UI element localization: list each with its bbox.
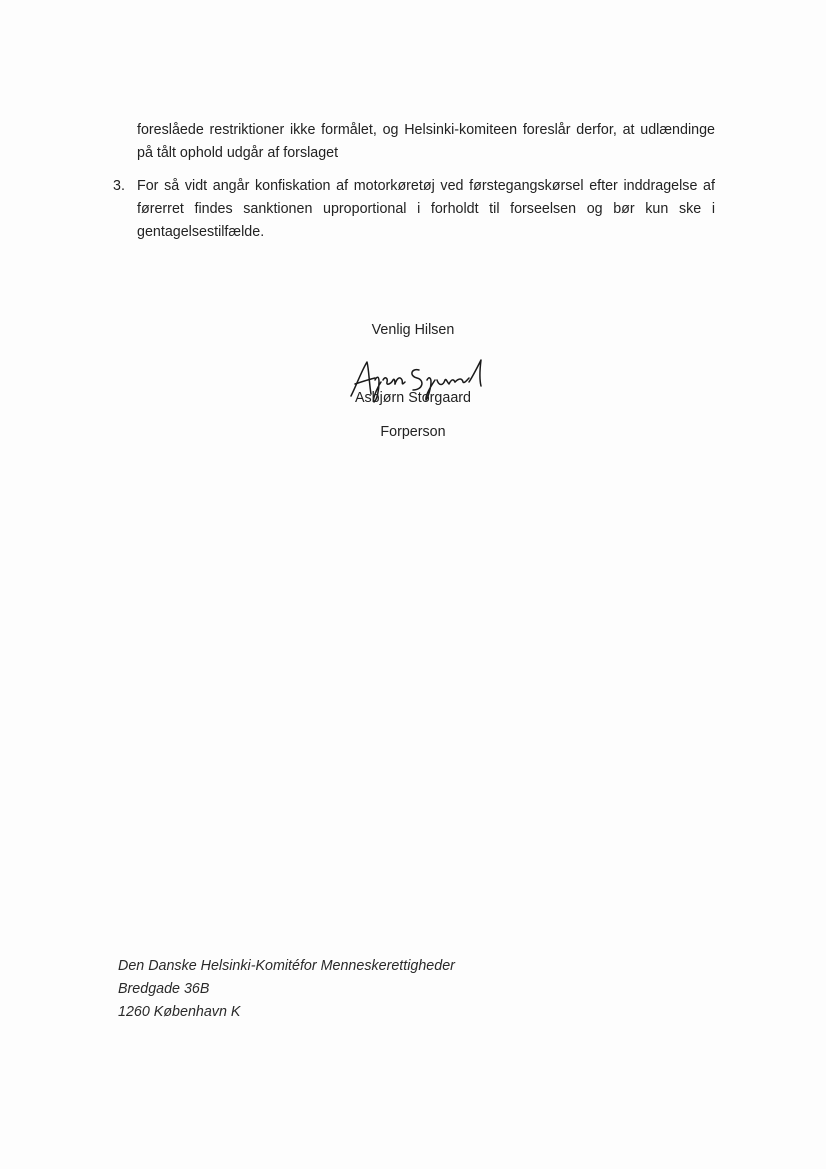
footer-organization: Den Danske Helsinki-Komitéfor Menneskerettigheder: [118, 958, 455, 974]
signatory-role: Forperson: [380, 424, 446, 440]
footer-street: Bredgade 36B: [118, 981, 210, 997]
closing-greeting: Venlig Hilsen: [371, 322, 455, 338]
list-item-text: For så vidt angår konfiskation af motorkøretøj ved førstegangskørsel efter inddragelse af førerret findes sanktionen uproportional i forholdt til forseelsen og bør kun ske i gentagelsestilfælde.: [137, 178, 715, 240]
list-item-number: 3.: [113, 178, 125, 194]
footer-city: 1260 København K: [118, 1004, 241, 1020]
paragraph-continuation: foreslåede restriktioner ikke formålet, og Helsinki-komiteen foreslår derfor, at udlændinge på tålt ophold udgår af forslaget: [137, 122, 715, 161]
signatory-name: Asbjørn Storgaard: [354, 390, 471, 406]
address-footer: [118, 955, 455, 1024]
